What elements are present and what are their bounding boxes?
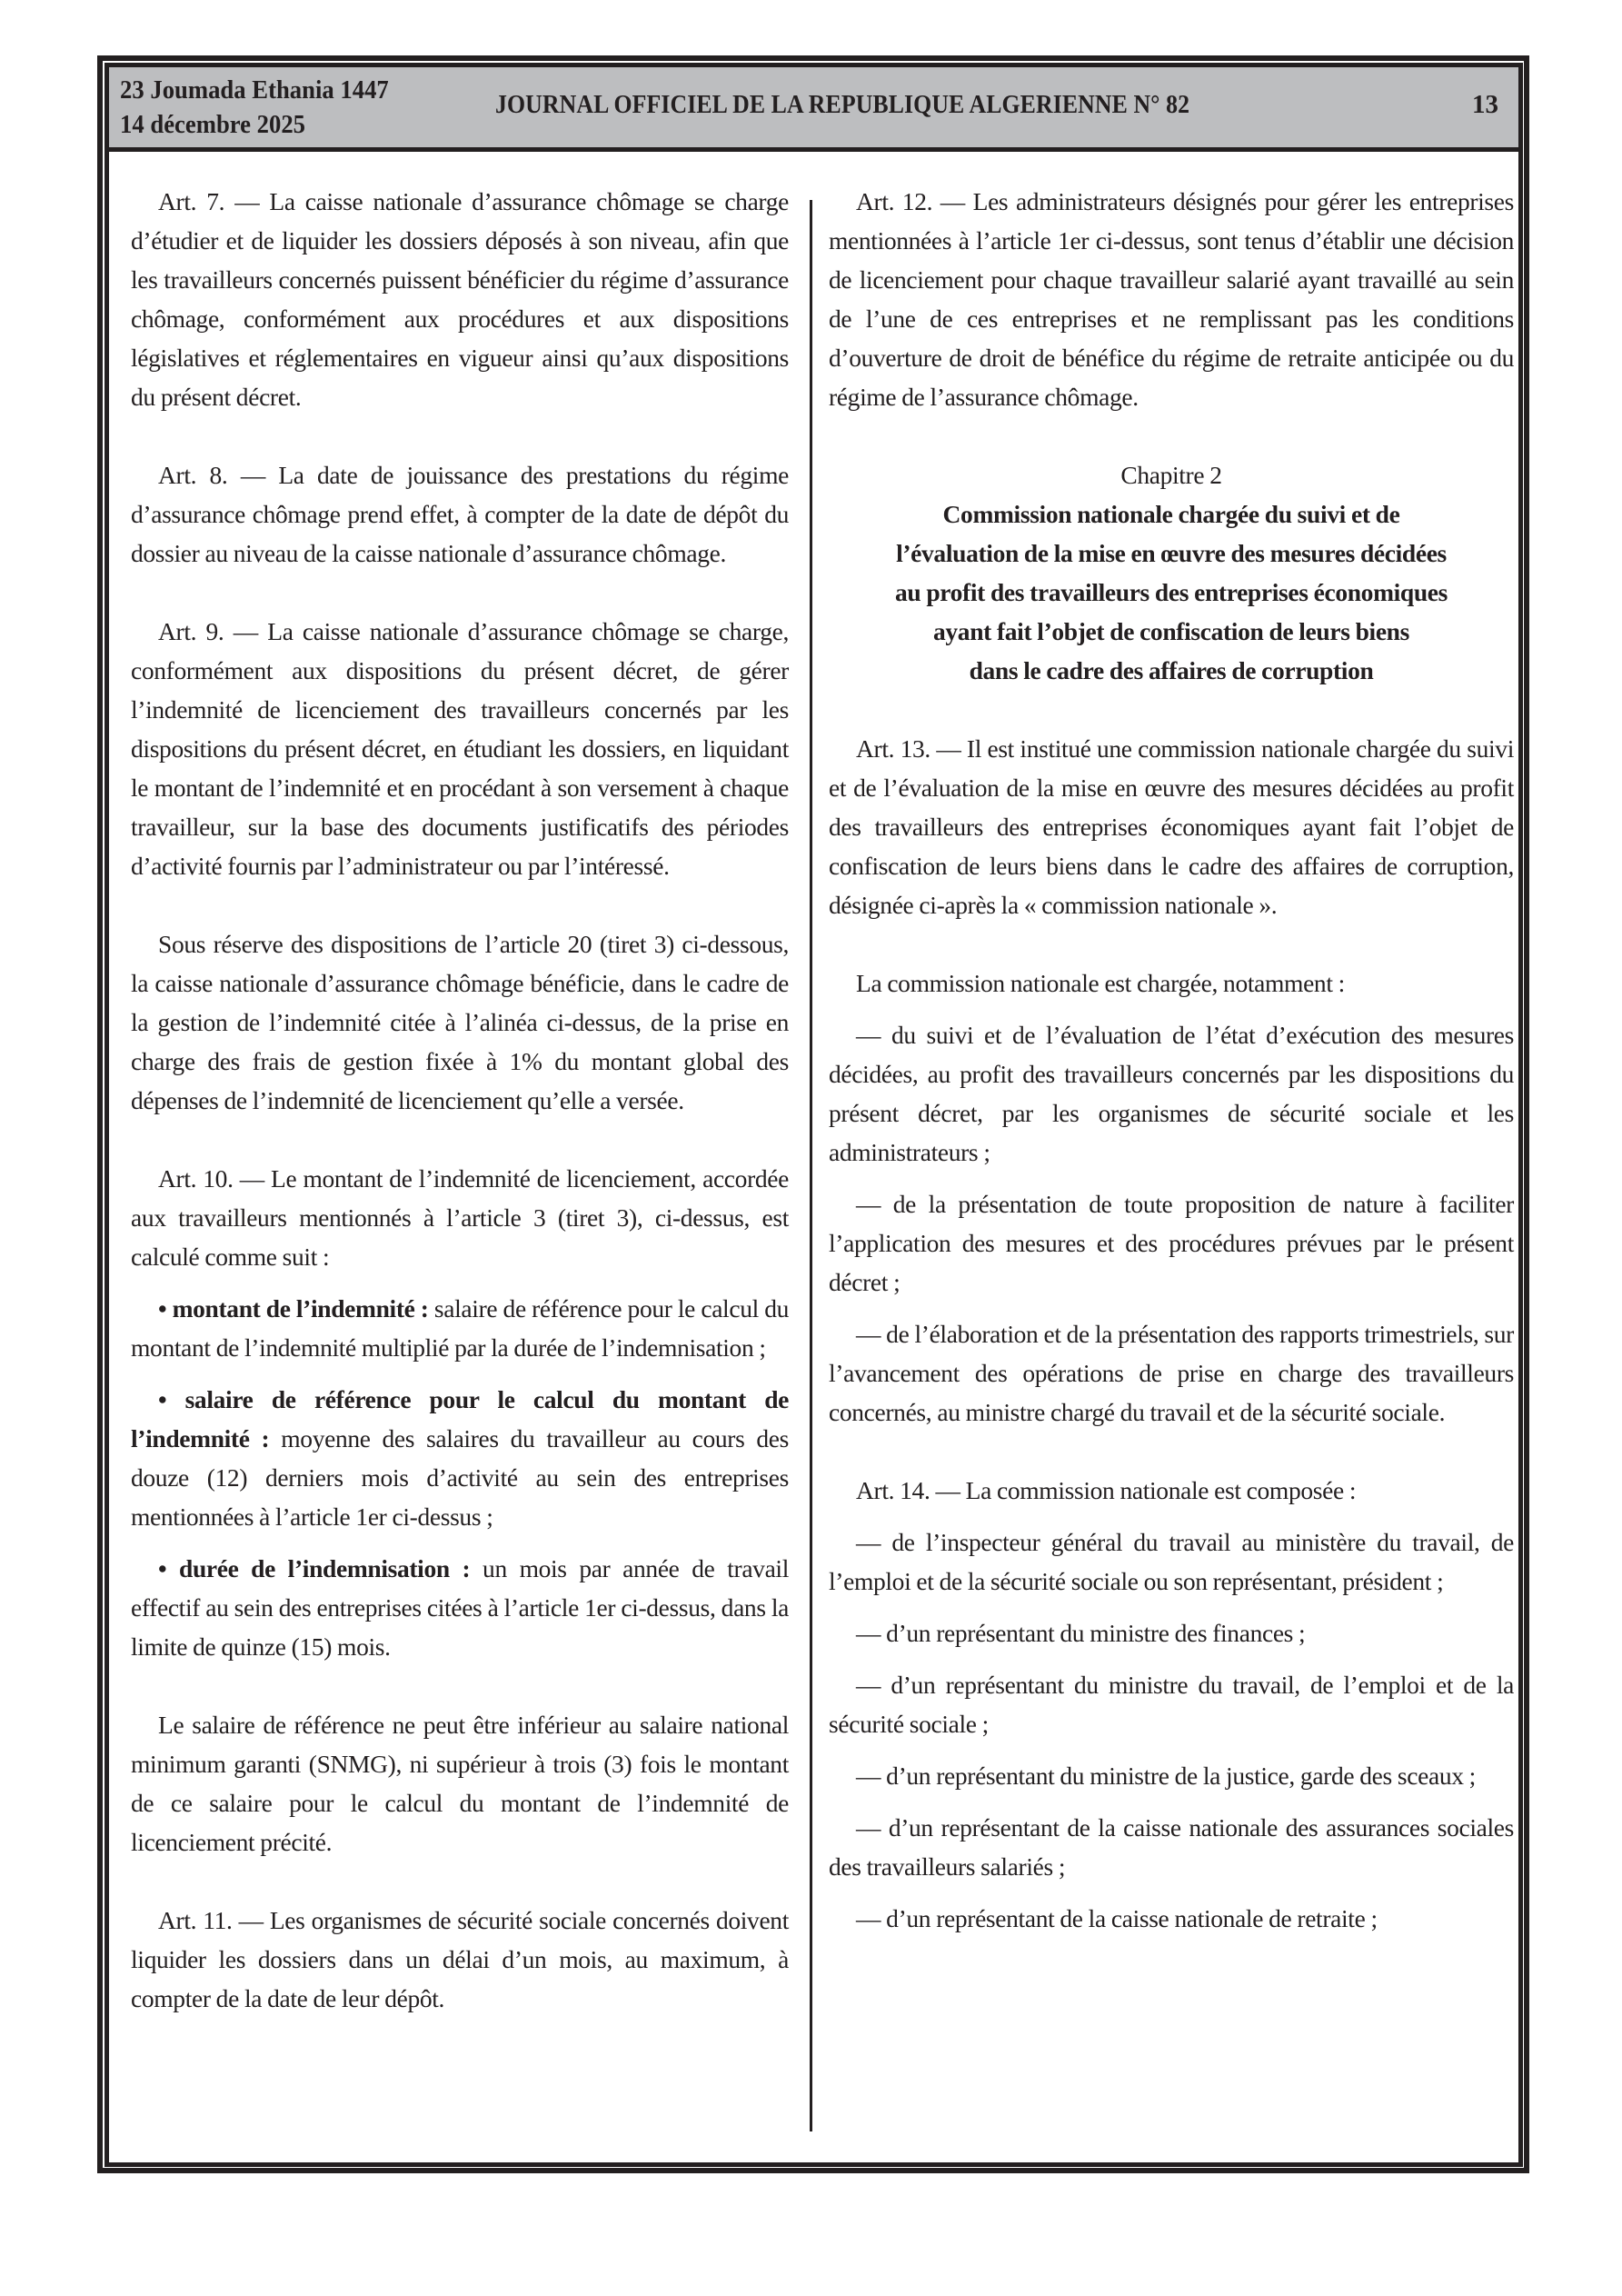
article-9-reserve-paragraph: Sous réserve des dispositions de l’article 20 (tiret 3) ci-dessous, la caisse nationale d’assurance chômage bénéficie, dans le cadre de la gestion de l’indemnité citée à l’alinéa ci-dessus, de la prise en charge des frais de gestion fixée à 1% du montant global des dépenses de l’indemnité de licenciement qu’elle a versée. bbox=[131, 930, 789, 1114]
article-14-member: — d’un représentant du ministre des finances ; bbox=[856, 1619, 1306, 1647]
gregorian-date: 14 décembre 2025 bbox=[120, 110, 306, 139]
column-divider bbox=[810, 200, 812, 2131]
chapter-title-line: l’évaluation de la mise en œuvre des mesures décidées bbox=[896, 539, 1447, 567]
chapter-title-line: dans le cadre des affaires de corruption bbox=[969, 656, 1374, 684]
article-14-member: — d’un représentant du ministre de la justice, garde des sceaux ; bbox=[856, 1762, 1476, 1790]
left-column bbox=[131, 182, 789, 2018]
chapter-title-line: ayant fait l’objet de confiscation de leurs biens bbox=[933, 617, 1409, 645]
article-9: Art. 9. — La caisse nationale d’assurance chômage se charge, conformément aux dispositions du présent décret, de gérer l’indemnité de licenciement des travailleurs concernés par les dispositions du présent décret, en étudiant les dossiers, en liquidant le montant de l’indemnité et en procédant à son versement à chaque travailleur, sur la base des documents justificatifs des périodes d’activité fournis par l’administrateur ou par l’intéressé. bbox=[131, 617, 789, 880]
article-14-member: — d’un représentant du ministre du travail, de l’emploi et de la sécurité sociale ; bbox=[829, 1671, 1514, 1738]
bullet-text: un mois par année de travail effectif au sein des entreprises citées à l’article 1er ci-dessus, dans la limite de quinze (15) mois. bbox=[131, 1554, 790, 1661]
journal-title: JOURNAL OFFICIEL DE LA REPUBLIQUE ALGERIENNE N° 82 bbox=[495, 90, 1190, 119]
bullet-text: salaire de référence pour le calcul du montant de l’indemnité multiplié par la durée de l’indemnisation ; bbox=[131, 1294, 790, 1362]
bullet-text: moyenne des salaires du travailleur au cours des douze (12) derniers mois d’activité au sein des entreprises mentionnées à l’article 1er ci-dessus ; bbox=[131, 1424, 789, 1531]
chapter-title-line: au profit des travailleurs des entreprises économiques bbox=[894, 578, 1448, 606]
article-14-member: — d’un représentant de la caisse nationale de retraite ; bbox=[856, 1904, 1378, 1932]
right-column bbox=[829, 182, 1514, 1938]
article-13-tasks-intro: La commission nationale est chargée, notamment : bbox=[856, 969, 1345, 997]
chapter-title-line: Commission nationale chargée du suivi et de bbox=[942, 500, 1400, 528]
bullet-term: • montant de l’indemnité : bbox=[158, 1294, 429, 1323]
header-dates bbox=[120, 73, 389, 142]
article-14-member: — d’un représentant de la caisse nationale des assurances sociales des travailleurs salariés ; bbox=[829, 1813, 1514, 1881]
article-14-member: — de l’inspecteur général du travail au ministère du travail, de l’emploi et de la sécurité sociale ou son représentant, président ; bbox=[829, 1528, 1514, 1595]
article-8: Art. 8. — La date de jouissance des prestations du régime d’assurance chômage prend effet, à compter de la date de dépôt du dossier au niveau de la caisse nationale d’assurance chômage. bbox=[131, 461, 789, 567]
chapter-title bbox=[829, 494, 1514, 690]
article-13-task: — de l’élaboration et de la présentation des rapports trimestriels, sur l’avancement des opérations de prise en charge des travailleurs concernés, au ministre chargé du travail et de la sécurité sociale. bbox=[829, 1320, 1514, 1426]
article-13: Art. 13. — Il est institué une commission nationale chargée du suivi et de l’évaluation de la mise en œuvre des mesures décidées au profit des travailleurs des entreprises économiques ayant fait l’objet de confiscation de leurs biens dans le cadre des affaires de corruption, désignée ci-après la « commission nationale ». bbox=[829, 734, 1514, 919]
bullet-term: • durée de l’indemnisation : bbox=[158, 1554, 471, 1582]
article-11: Art. 11. — Les organismes de sécurité sociale concernés doivent liquider les dossiers dans un délai d’un mois, au maximum, à compter de la date de leur dépôt. bbox=[131, 1906, 789, 2012]
hijri-date: 23 Joumada Ethania 1447 bbox=[120, 75, 389, 105]
article-10-bullet-3 bbox=[131, 1549, 789, 1666]
article-10-bullet-2 bbox=[131, 1380, 789, 1536]
article-12: Art. 12. — Les administrateurs désignés pour gérer les entreprises mentionnées à l’article 1er ci-dessus, sont tenus d’établir une décision de licenciement pour chaque travailleur salarié ayant travaillé au sein de l’une de ces entreprises et ne remplissant pas les conditions d’ouverture de droit de bénéfice du régime de retraite anticipée ou du régime de l’assurance chômage. bbox=[829, 187, 1514, 411]
article-10-salary-limit: Le salaire de référence ne peut être inférieur au salaire national minimum garanti (SNMG), ni supérieur à trois (3) fois le montant de ce salaire pour le calcul du montant de l’indemnité de licenciement précité. bbox=[131, 1711, 789, 1856]
article-14-intro: Art. 14. — La commission nationale est composée : bbox=[856, 1476, 1357, 1504]
journal-header bbox=[109, 67, 1518, 152]
chapter-label: Chapitre 2 bbox=[1120, 461, 1222, 489]
article-10-bullet-1 bbox=[131, 1289, 789, 1367]
article-10-intro: Art. 10. — Le montant de l’indemnité de licenciement, accordée aux travailleurs mentionnés à l’article 3 (tiret 3), ci-dessus, est calculé comme suit : bbox=[131, 1164, 789, 1271]
article-13-task: — de la présentation de toute proposition de nature à faciliter l’application des mesures et des procédures prévues par le présent décret ; bbox=[829, 1190, 1514, 1296]
article-13-task: — du suivi et de l’évaluation de l’état d’exécution des mesures décidées, au profit des travailleurs concernés par les dispositions du présent décret, par les organismes de sécurité sociale et les administrateurs ; bbox=[829, 1021, 1514, 1166]
bullet-term: • salaire de référence pour le calcul du montant de l’indemnité : bbox=[131, 1385, 789, 1452]
page-number: 13 bbox=[1472, 90, 1498, 119]
article-7: Art. 7. — La caisse nationale d’assurance chômage se charge d’étudier et de liquider les dossiers déposés à son niveau, afin que les travailleurs concernés puissent bénéficier du régime d’assurance chômage, conformément aux procédures et aux dispositions législatives et réglementaires en vigueur ainsi qu’aux dispositions du présent décret. bbox=[131, 187, 789, 411]
